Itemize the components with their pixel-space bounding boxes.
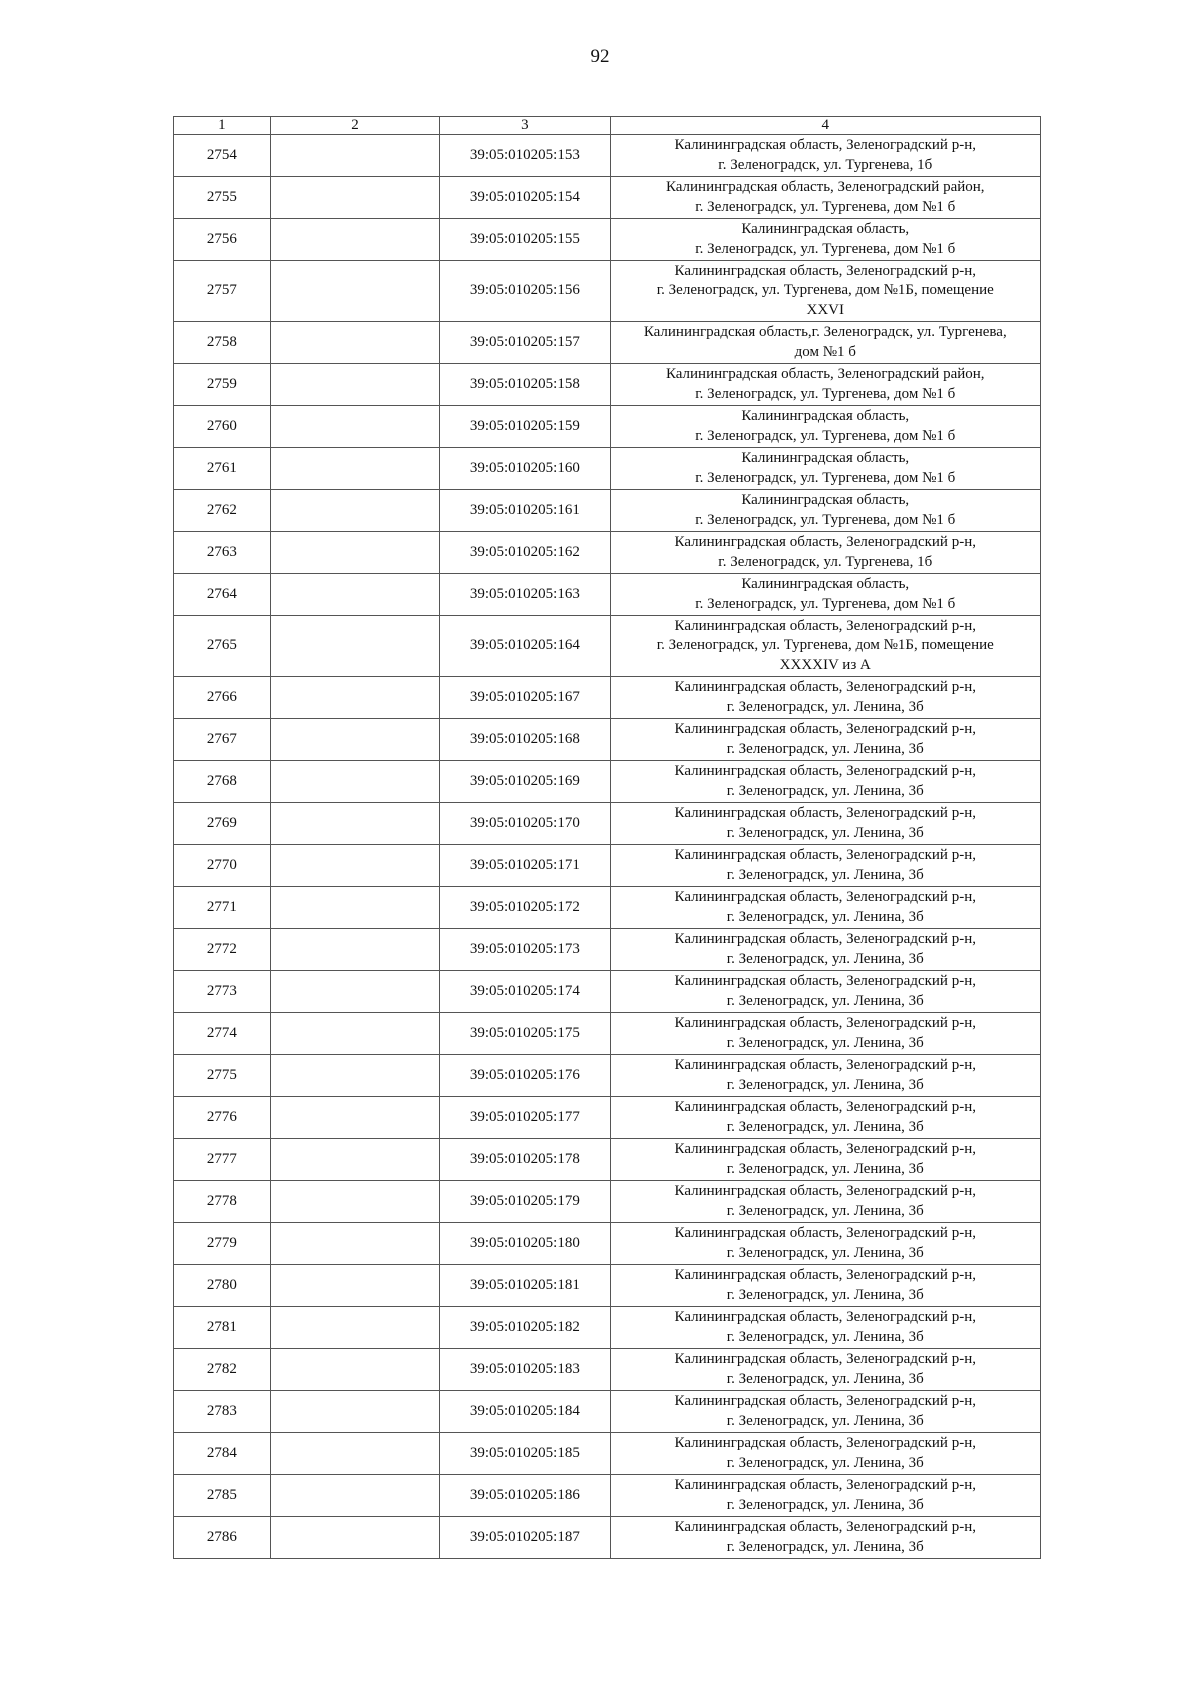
address-line: Калининградская область, Зеленоградский р-н, <box>674 1519 976 1535</box>
address-line: Калининградская область, Зеленоградский р-н, <box>674 805 976 821</box>
address-cell <box>610 1265 1040 1307</box>
cadastral-number-cell: 39:05:010205:177 <box>440 1097 610 1139</box>
address-cell <box>610 1097 1040 1139</box>
address-line: Калининградская область, Зеленоградский р-н, <box>674 137 976 153</box>
row-number-cell: 2775 <box>174 1055 271 1097</box>
row-number-cell: 2755 <box>174 177 271 219</box>
row-number-cell: 2780 <box>174 1265 271 1307</box>
row-number-cell: 2773 <box>174 971 271 1013</box>
table-row <box>174 887 1041 929</box>
address-cell <box>610 677 1040 719</box>
address-cell <box>610 971 1040 1013</box>
address-cell <box>610 322 1040 364</box>
empty-cell <box>270 761 439 803</box>
address-line: г. Зеленоградск, ул. Ленина, 3б <box>726 1412 924 1429</box>
empty-cell <box>270 1349 439 1391</box>
table-row <box>174 1055 1041 1097</box>
address-line: Калининградская область, Зеленоградский р-н, <box>674 1141 976 1157</box>
column-number-row <box>174 117 1041 135</box>
row-number-cell: 2765 <box>174 616 271 677</box>
address-line: Калининградская область, Зеленоградский р-н, <box>674 1267 976 1283</box>
table-row <box>174 532 1041 574</box>
empty-cell <box>270 719 439 761</box>
address-line: дом №1 б <box>794 343 856 360</box>
address-line: Калининградская область, Зеленоградский р-н, <box>674 889 976 905</box>
address-line: Калининградская область, Зеленоградский р-н, <box>674 1351 976 1367</box>
table-row <box>174 177 1041 219</box>
address-line: г. Зеленоградск, ул. Тургенева, дом №1 б <box>695 240 956 257</box>
address-line: Калининградская область, Зеленоградский р-н, <box>674 679 976 695</box>
address-line: г. Зеленоградск, ул. Ленина, 3б <box>726 1538 924 1555</box>
table-row <box>174 719 1041 761</box>
address-line: г. Зеленоградск, ул. Ленина, 3б <box>726 908 924 925</box>
empty-cell <box>270 1055 439 1097</box>
empty-cell <box>270 406 439 448</box>
address-line: г. Зеленоградск, ул. Ленина, 3б <box>726 950 924 967</box>
row-number-cell: 2766 <box>174 677 271 719</box>
address-line: Калининградская область, <box>741 492 910 508</box>
address-line: Калининградская область, Зеленоградский р-н, <box>674 1015 976 1031</box>
empty-cell <box>270 1391 439 1433</box>
cadastral-number-cell: 39:05:010205:181 <box>440 1265 610 1307</box>
row-number-cell: 2785 <box>174 1475 271 1517</box>
table-row <box>174 929 1041 971</box>
row-number-cell: 2783 <box>174 1391 271 1433</box>
table-row <box>174 261 1041 322</box>
cadastral-number-cell: 39:05:010205:184 <box>440 1391 610 1433</box>
row-number-cell: 2758 <box>174 322 271 364</box>
empty-cell <box>270 135 439 177</box>
address-line: Калининградская область, Зеленоградский р-н, <box>674 1393 976 1409</box>
row-number-cell: 2786 <box>174 1517 271 1559</box>
address-cell <box>610 719 1040 761</box>
cadastral-number-cell: 39:05:010205:169 <box>440 761 610 803</box>
empty-cell <box>270 574 439 616</box>
row-number-cell: 2768 <box>174 761 271 803</box>
row-number-cell: 2778 <box>174 1181 271 1223</box>
table-row <box>174 135 1041 177</box>
table-row <box>174 1307 1041 1349</box>
address-line: Калининградская область, <box>741 576 910 592</box>
empty-cell <box>270 1013 439 1055</box>
address-line: Калининградская область, Зеленоградский р-н, <box>674 1309 976 1325</box>
empty-cell <box>270 677 439 719</box>
address-cell <box>610 1055 1040 1097</box>
table-row <box>174 1223 1041 1265</box>
address-cell <box>610 616 1040 677</box>
cadastral-number-cell: 39:05:010205:175 <box>440 1013 610 1055</box>
row-number-cell: 2774 <box>174 1013 271 1055</box>
cadastral-number-cell: 39:05:010205:185 <box>440 1433 610 1475</box>
empty-cell <box>270 1097 439 1139</box>
address-line: г. Зеленоградск, ул. Ленина, 3б <box>726 1370 924 1387</box>
empty-cell <box>270 845 439 887</box>
column-number-2: 2 <box>270 117 439 135</box>
table-row <box>174 448 1041 490</box>
address-line: Калининградская область, Зеленоградский р-н, <box>674 1477 976 1493</box>
table-row <box>174 219 1041 261</box>
empty-cell <box>270 616 439 677</box>
empty-cell <box>270 261 439 322</box>
address-line: г. Зеленоградск, ул. Ленина, 3б <box>726 740 924 757</box>
address-line: Калининградская область, Зеленоградский р-н, <box>674 973 976 989</box>
address-line: Калининградская область, Зеленоградский р-н, <box>674 847 976 863</box>
table-row <box>174 1349 1041 1391</box>
empty-cell <box>270 1265 439 1307</box>
table-row <box>174 845 1041 887</box>
address-line: Калининградская область, Зеленоградский р-н, <box>674 1099 976 1115</box>
cadastral-number-cell: 39:05:010205:167 <box>440 677 610 719</box>
address-line: Калининградская область, Зеленоградский р-н, <box>674 1183 976 1199</box>
row-number-cell: 2757 <box>174 261 271 322</box>
address-cell <box>610 1139 1040 1181</box>
cadastral-number-cell: 39:05:010205:178 <box>440 1139 610 1181</box>
address-line: г. Зеленоградск, ул. Ленина, 3б <box>726 1328 924 1345</box>
cadastral-number-cell: 39:05:010205:159 <box>440 406 610 448</box>
address-cell <box>610 929 1040 971</box>
empty-cell <box>270 929 439 971</box>
address-line: г. Зеленоградск, ул. Тургенева, дом №1 б <box>695 198 956 215</box>
table-row <box>174 616 1041 677</box>
address-line: Калининградская область, <box>741 221 910 237</box>
address-line: Калининградская область, <box>741 450 910 466</box>
address-line: Калининградская область, Зеленоградский р-н, <box>674 617 976 634</box>
table-row <box>174 1139 1041 1181</box>
address-line: г. Зеленоградск, ул. Ленина, 3б <box>726 782 924 799</box>
row-number-cell: 2754 <box>174 135 271 177</box>
row-number-cell: 2760 <box>174 406 271 448</box>
table-row <box>174 364 1041 406</box>
table-row <box>174 1433 1041 1475</box>
address-cell <box>610 1181 1040 1223</box>
address-line: г. Зеленоградск, ул. Ленина, 3б <box>726 1034 924 1051</box>
address-line: г. Зеленоградск, ул. Ленина, 3б <box>726 1118 924 1135</box>
address-cell <box>610 364 1040 406</box>
table-row <box>174 1517 1041 1559</box>
address-line: г. Зеленоградск, ул. Ленина, 3б <box>726 1496 924 1513</box>
address-line: Калининградская область, Зеленоградский р-н, <box>674 1435 976 1451</box>
row-number-cell: 2779 <box>174 1223 271 1265</box>
address-line: Калининградская область, Зеленоградский район, <box>665 366 985 382</box>
table-row <box>174 971 1041 1013</box>
address-line: г. Зеленоградск, ул. Ленина, 3б <box>726 1286 924 1303</box>
empty-cell <box>270 1517 439 1559</box>
column-number-3: 3 <box>440 117 610 135</box>
address-cell <box>610 1223 1040 1265</box>
address-line: Калининградская область, Зеленоградский р-н, <box>674 262 976 279</box>
cadastral-number-cell: 39:05:010205:161 <box>440 490 610 532</box>
address-cell <box>610 887 1040 929</box>
cadastral-number-cell: 39:05:010205:163 <box>440 574 610 616</box>
empty-cell <box>270 364 439 406</box>
empty-cell <box>270 1475 439 1517</box>
empty-cell <box>270 1307 439 1349</box>
address-line: г. Зеленоградск, ул. Ленина, 3б <box>726 1244 924 1261</box>
address-cell <box>610 1475 1040 1517</box>
cadastral-number-cell: 39:05:010205:164 <box>440 616 610 677</box>
empty-cell <box>270 490 439 532</box>
row-number-cell: 2763 <box>174 532 271 574</box>
address-line: Калининградская область, Зеленоградский р-н, <box>674 931 976 947</box>
address-line: г. Зеленоградск, ул. Тургенева, дом №1Б, помещение <box>656 282 994 299</box>
address-line: Калининградская область, Зеленоградский р-н, <box>674 763 976 779</box>
column-number-1: 1 <box>174 117 271 135</box>
address-line: г. Зеленоградск, ул. Ленина, 3б <box>726 1202 924 1219</box>
address-cell <box>610 490 1040 532</box>
address-cell <box>610 1013 1040 1055</box>
address-cell <box>610 448 1040 490</box>
address-cell <box>610 406 1040 448</box>
cadastral-number-cell: 39:05:010205:173 <box>440 929 610 971</box>
table-row <box>174 322 1041 364</box>
address-cell <box>610 177 1040 219</box>
empty-cell <box>270 1181 439 1223</box>
cadastral-number-cell: 39:05:010205:179 <box>440 1181 610 1223</box>
table-row <box>174 1475 1041 1517</box>
table-row <box>174 761 1041 803</box>
table-row <box>174 1391 1041 1433</box>
cadastral-number-cell: 39:05:010205:156 <box>440 261 610 322</box>
table-row <box>174 406 1041 448</box>
empty-cell <box>270 1139 439 1181</box>
cadastral-number-cell: 39:05:010205:153 <box>440 135 610 177</box>
address-line: Калининградская область, Зеленоградский р-н, <box>674 1225 976 1241</box>
address-line: г. Зеленоградск, ул. Тургенева, дом №1 б <box>695 469 956 486</box>
empty-cell <box>270 1433 439 1475</box>
row-number-cell: 2782 <box>174 1349 271 1391</box>
table-row <box>174 574 1041 616</box>
address-line: Калининградская область,г. Зеленоградск, ул. Тургенева, <box>643 324 1007 340</box>
cadastral-number-cell: 39:05:010205:174 <box>440 971 610 1013</box>
address-cell <box>610 261 1040 322</box>
address-cell <box>610 1517 1040 1559</box>
address-cell <box>610 219 1040 261</box>
table-row <box>174 490 1041 532</box>
cadastral-number-cell: 39:05:010205:186 <box>440 1475 610 1517</box>
address-line: XXXXIV из А <box>779 656 871 673</box>
cadastral-number-cell: 39:05:010205:172 <box>440 887 610 929</box>
address-cell <box>610 135 1040 177</box>
row-number-cell: 2761 <box>174 448 271 490</box>
address-line: Калининградская область, Зеленоградский р-н, <box>674 534 976 550</box>
cadastral-number-cell: 39:05:010205:158 <box>440 364 610 406</box>
table-row <box>174 803 1041 845</box>
address-line: г. Зеленоградск, ул. Тургенева, 1б <box>718 553 933 570</box>
cadastral-number-cell: 39:05:010205:183 <box>440 1349 610 1391</box>
row-number-cell: 2776 <box>174 1097 271 1139</box>
cadastral-number-cell: 39:05:010205:160 <box>440 448 610 490</box>
empty-cell <box>270 448 439 490</box>
row-number-cell: 2769 <box>174 803 271 845</box>
address-line: г. Зеленоградск, ул. Тургенева, дом №1 б <box>695 511 956 528</box>
cadastral-number-cell: 39:05:010205:162 <box>440 532 610 574</box>
address-cell <box>610 761 1040 803</box>
address-line: г. Зеленоградск, ул. Ленина, 3б <box>726 992 924 1009</box>
cadastral-number-cell: 39:05:010205:176 <box>440 1055 610 1097</box>
page-number: 92 <box>590 46 610 67</box>
address-line: г. Зеленоградск, ул. Ленина, 3б <box>726 824 924 841</box>
address-line: Калининградская область, Зеленоградский район, <box>665 179 985 195</box>
row-number-cell: 2767 <box>174 719 271 761</box>
address-line: г. Зеленоградск, ул. Тургенева, дом №1Б, помещение <box>656 637 994 654</box>
address-cell <box>610 532 1040 574</box>
cadastral-number-cell: 39:05:010205:180 <box>440 1223 610 1265</box>
address-line: г. Зеленоградск, ул. Ленина, 3б <box>726 866 924 883</box>
cadastral-number-cell: 39:05:010205:182 <box>440 1307 610 1349</box>
address-cell <box>610 1349 1040 1391</box>
cadastral-number-cell: 39:05:010205:154 <box>440 177 610 219</box>
address-line: г. Зеленоградск, ул. Ленина, 3б <box>726 1160 924 1177</box>
address-line: г. Зеленоградск, ул. Тургенева, 1б <box>718 156 933 173</box>
row-number-cell: 2762 <box>174 490 271 532</box>
address-cell <box>610 845 1040 887</box>
table-row <box>174 677 1041 719</box>
address-line: г. Зеленоградск, ул. Тургенева, дом №1 б <box>695 595 956 612</box>
empty-cell <box>270 803 439 845</box>
address-cell <box>610 1433 1040 1475</box>
address-cell <box>610 1307 1040 1349</box>
row-number-cell: 2772 <box>174 929 271 971</box>
table-row <box>174 1097 1041 1139</box>
row-number-cell: 2777 <box>174 1139 271 1181</box>
address-cell <box>610 574 1040 616</box>
address-line: г. Зеленоградск, ул. Ленина, 3б <box>726 1454 924 1471</box>
empty-cell <box>270 971 439 1013</box>
address-cell <box>610 1391 1040 1433</box>
row-number-cell: 2771 <box>174 887 271 929</box>
cadastral-number-cell: 39:05:010205:187 <box>440 1517 610 1559</box>
empty-cell <box>270 322 439 364</box>
table-row <box>174 1013 1041 1055</box>
empty-cell <box>270 532 439 574</box>
address-line: XXVI <box>806 301 844 318</box>
address-line: г. Зеленоградск, ул. Тургенева, дом №1 б <box>695 427 956 444</box>
empty-cell <box>270 177 439 219</box>
row-number-cell: 2770 <box>174 845 271 887</box>
address-line: г. Зеленоградск, ул. Ленина, 3б <box>726 698 924 715</box>
cadastral-number-cell: 39:05:010205:171 <box>440 845 610 887</box>
cadastral-number-cell: 39:05:010205:170 <box>440 803 610 845</box>
address-line: Калининградская область, Зеленоградский р-н, <box>674 721 976 737</box>
address-cell <box>610 803 1040 845</box>
address-line: Калининградская область, Зеленоградский р-н, <box>674 1057 976 1073</box>
column-number-4: 4 <box>610 117 1040 135</box>
cadastral-number-cell: 39:05:010205:157 <box>440 322 610 364</box>
row-number-cell: 2781 <box>174 1307 271 1349</box>
empty-cell <box>270 1223 439 1265</box>
empty-cell <box>270 887 439 929</box>
row-number-cell: 2764 <box>174 574 271 616</box>
register-table <box>173 116 1041 1559</box>
address-line: г. Зеленоградск, ул. Ленина, 3б <box>726 1076 924 1093</box>
empty-cell <box>270 219 439 261</box>
cadastral-number-cell: 39:05:010205:155 <box>440 219 610 261</box>
row-number-cell: 2756 <box>174 219 271 261</box>
row-number-cell: 2784 <box>174 1433 271 1475</box>
address-line: г. Зеленоградск, ул. Тургенева, дом №1 б <box>695 385 956 402</box>
table-row <box>174 1181 1041 1223</box>
register-table-body <box>174 117 1041 1559</box>
table-row <box>174 1265 1041 1307</box>
address-line: Калининградская область, <box>741 408 910 424</box>
row-number-cell: 2759 <box>174 364 271 406</box>
cadastral-number-cell: 39:05:010205:168 <box>440 719 610 761</box>
